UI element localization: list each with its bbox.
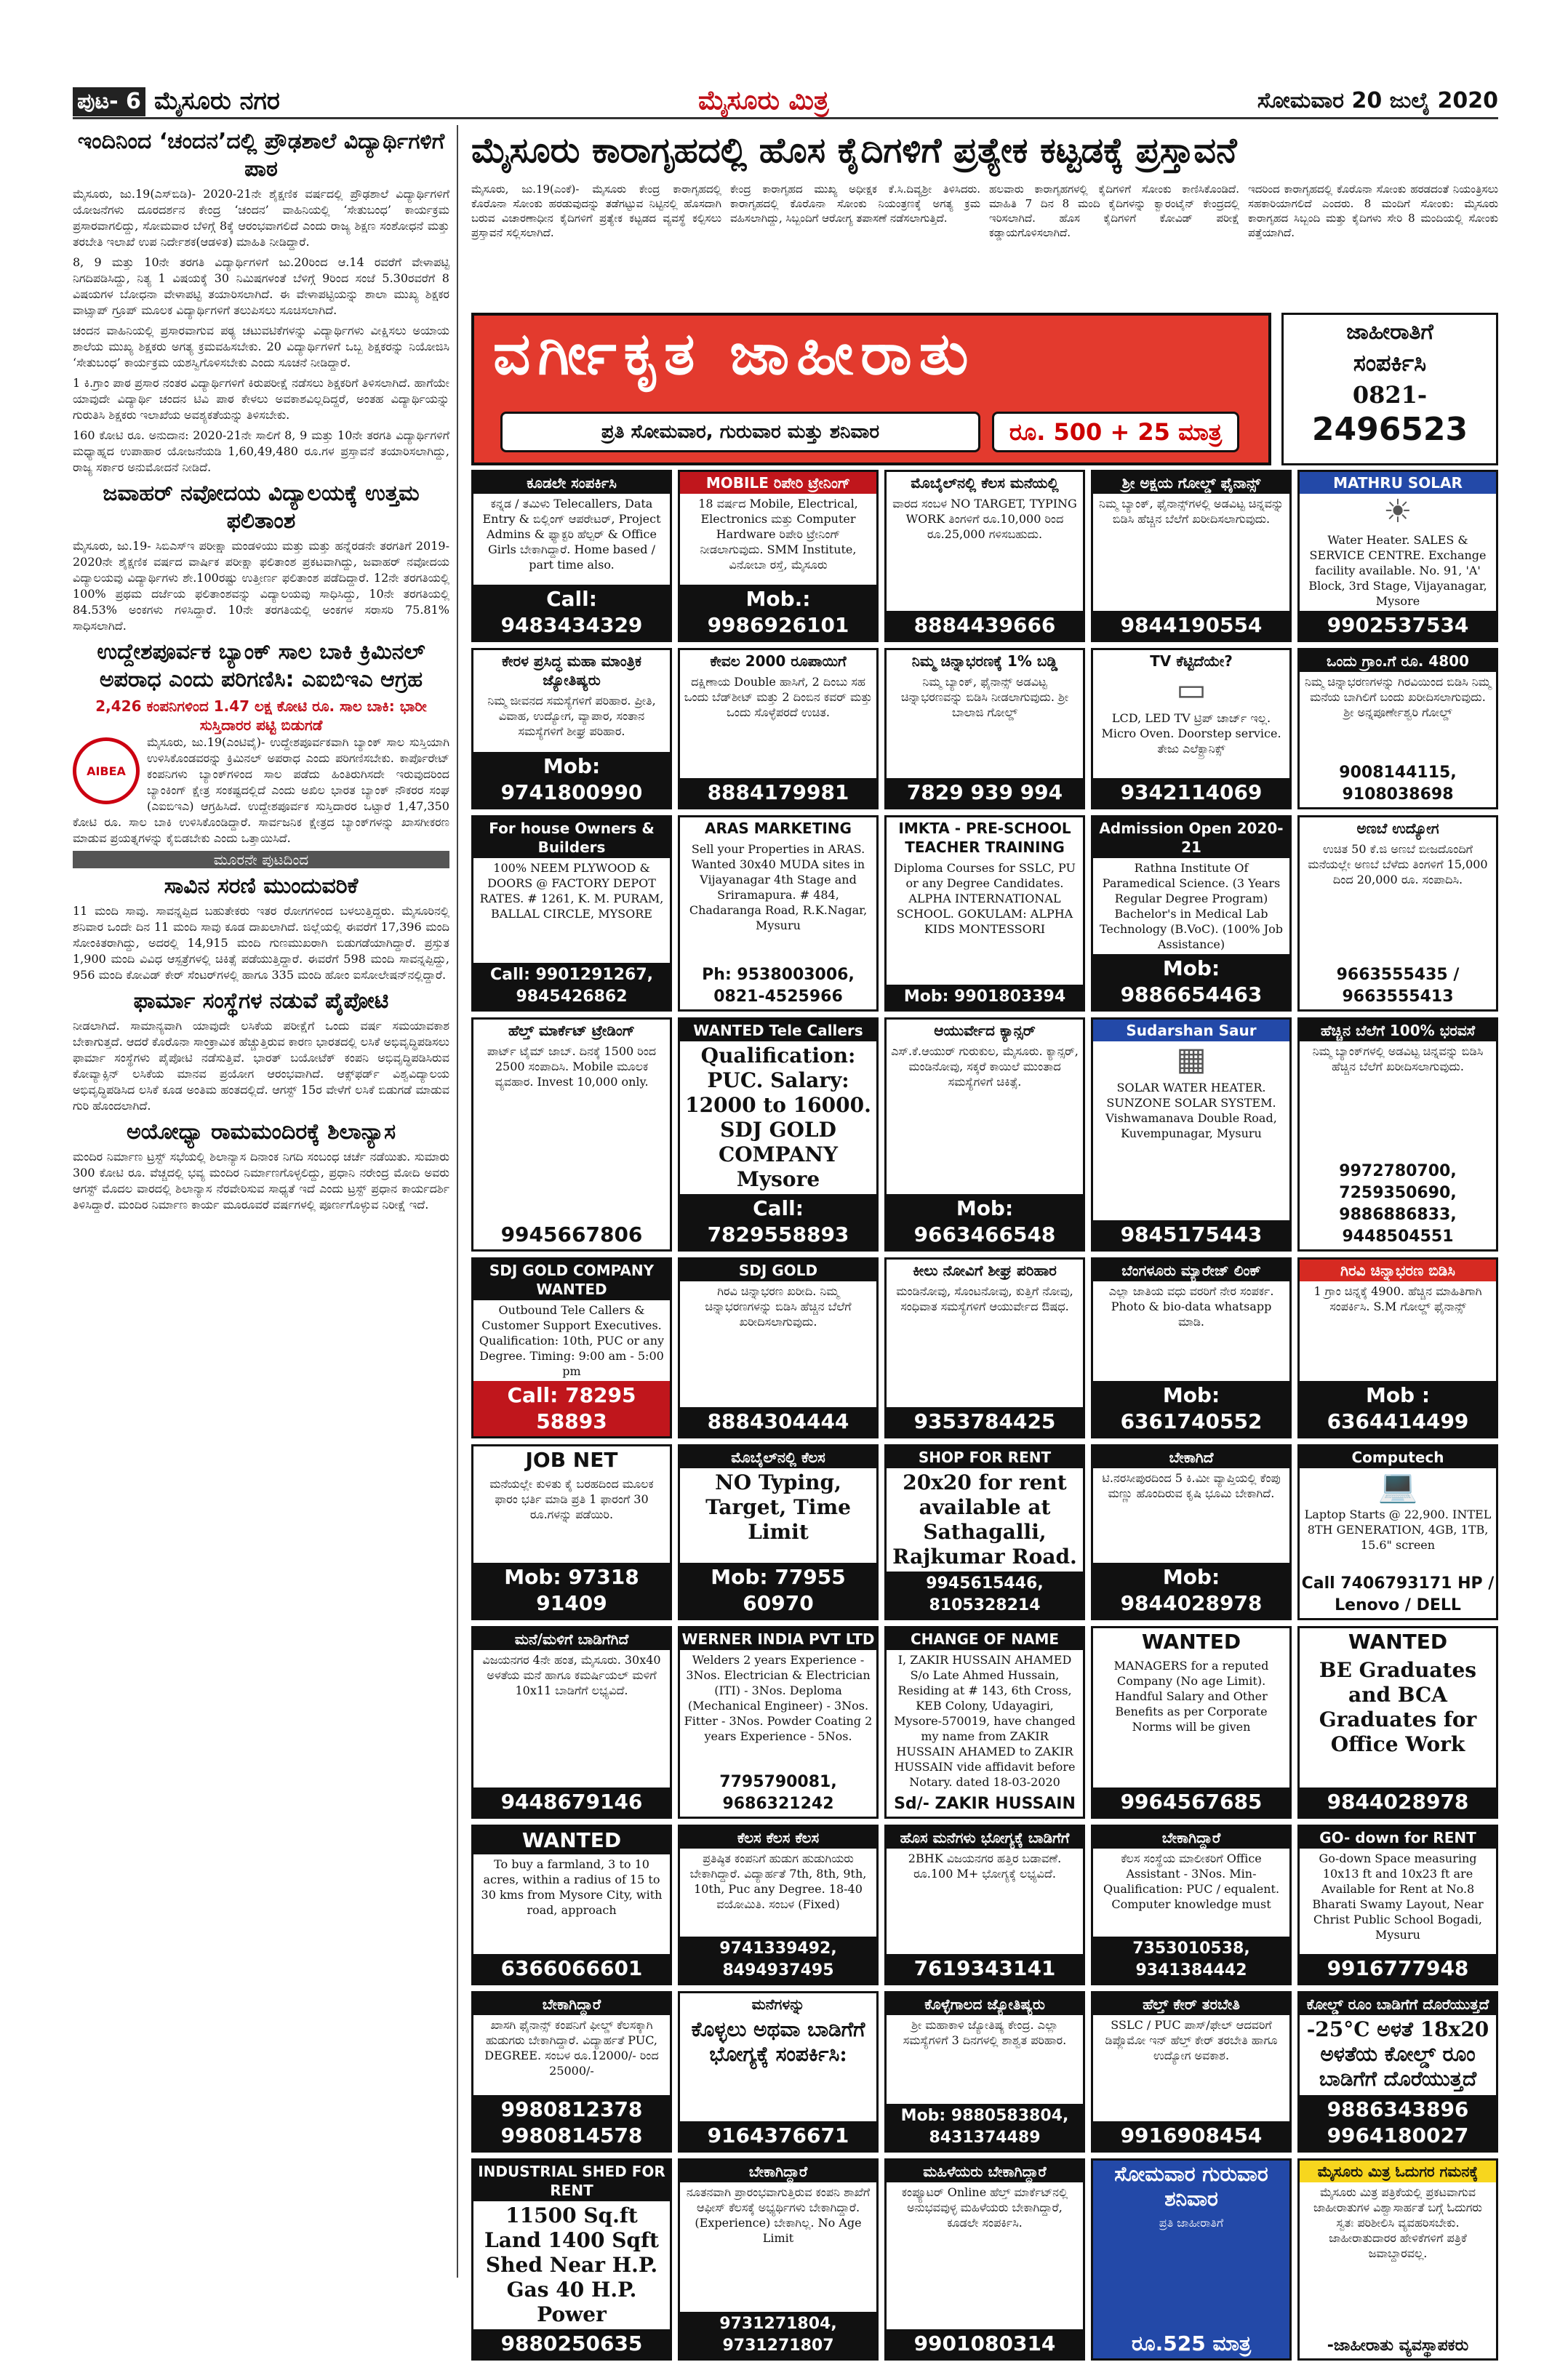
classified-ad [1091, 470, 1292, 642]
ad-body: ಪಾರ್ಟ್ ಟೈಮ್ ಜಾಬ್. ದಿನಕ್ಕೆ 1500 ರಿಂದ 2500 ಸಂಪಾದಿಸಿ. Mobile ಮೂಲಕ ವ್ಯವಹಾರ. Invest 10,000 only. [487, 1044, 657, 1089]
ad-phone: 9886343896 9964180027 [1300, 2095, 1496, 2150]
masthead: ಮೈಸೂರು ಮಿತ್ರ [698, 86, 829, 116]
ad-body: SSLC / PUC ಪಾಸ್/ಫೇಲ್ ಆದವರಿಗೆ ಡಿಪ್ಲೊಮೋ ಇನ್ ಹೆಲ್ತ್ ಕೇರ್ ತರಬೇತಿ ಹಾಗೂ ಉದ್ಯೋಗ ಅವಕಾಶ. [1105, 2018, 1278, 2063]
classified-ad [471, 1444, 672, 1620]
ad-title: ಆಯುರ್ವೇದ ಕ್ಯಾನ್ಸರ್ [934, 1021, 1036, 1039]
ad-body: Diploma Courses for SSLC, PU or any Degree Candidates. ALPHA INTERNATIONAL SCHOOL. GOKULAM: ALPHA KIDS MONTESSORI [894, 860, 1076, 936]
ad-phone: 9901080314 [887, 2329, 1083, 2358]
ad-body: 20x20 for rent available at Sathagalli, Rajkumar Road. [892, 1470, 1077, 1569]
classified-ad [1091, 648, 1292, 809]
article-text: ಮಂದಿರ ನಿರ್ಮಾಣ ಟ್ರಸ್ಟ್ ಸಭೆಯಲ್ಲಿ ಶಿಲಾನ್ಯಾಸ ದಿನಾಂಕ ನಿಗದಿ ಸಂಬಂಧ ಚರ್ಚೆ ನಡೆಯಿತು. ಸುಮಾರು 300 ಕೋಟಿ ರೂ. ವೆಚ್ಚದಲ್ಲಿ ಭವ್ಯ ಮಂದಿರ ನಿರ್ಮಾಣಗೊಳ್ಳಲಿದ್ದು, ಪ್ರಧಾನಿ ನರೇಂದ್ರ ಮೋದಿ ಅವರು ಆಗಸ್ಟ್ ಮೊದಲ ವಾರದಲ್ಲಿ ಶಿಲಾನ್ಯಾಸ ನೆರವೇರಿಸುವ ಸಾಧ್ಯತೆ ಇದೆ ಎಂದು ಟ್ರಸ್ಟ್ ಪ್ರಧಾನ ಕಾರ್ಯದರ್ಶಿ ತಿಳಿಸಿದ್ದಾರೆ. ಮಂದಿರ ನಿರ್ಮಾಣ ಕಾರ್ಯ ಮೂರೂವರೆ ವರ್ಷಗಳಲ್ಲಿ ಪೂರ್ಣಗೊಳ್ಳುವ ನಿರೀಕ್ಷೆ ಇದೆ. [73, 1150, 449, 1212]
article-text: ನೀಡಲಾಗಿದೆ. ಸಾಮಾನ್ಯವಾಗಿ ಯಾವುದೇ ಲಸಿಕೆಯ ಪರೀಕ್ಷೆಗೆ ಒಂದು ವರ್ಷ ಸಮಯಾವಕಾಶ ಬೇಕಾಗುತ್ತದೆ. ಆದರೆ ಕೊರೊನಾ ಸಾಂಕ್ರಾಮಿಕ ಹೆಚ್ಚುತ್ತಿರುವ ಕಾರಣ ಭಾರತದಲ್ಲಿ ಲಸಿಕೆ ಅಭಿವೃದ್ಧಿಪಡಿಸಲು ಫಾರ್ಮಾ ಸಂಸ್ಥೆಗಳು ಪೈಪೋಟಿ ನಡೆಸುತ್ತಿವೆ. ಭಾರತ್ ಬಯೋಟೆಕ್ ಕಂಪನಿ ಅಭಿವೃದ್ಧಿಪಡಿಸಿರುವ ಕೋವ್ಯಾಕ್ಸಿನ್ ಲಸಿಕೆಯ ಮಾನವ ಪ್ರಯೋಗ ಆರಂಭವಾಗಿದೆ. ಆಕ್ಸ್‌ಫರ್ಡ್ ವಿಶ್ವವಿದ್ಯಾಲಯ ಅಭಿವೃದ್ಧಿಪಡಿಸಿದ ಲಸಿಕೆ ಕೂಡ ಅಂತಿಮ ಹಂತದಲ್ಲಿದೆ. ಆಗಸ್ಟ್ 15ರ ವೇಳೆಗೆ ಲಸಿಕೆ ಬಿಡುಗಡೆ ಮಾಡುವ ಗುರಿ ಹೊಂದಲಾಗಿದೆ. [73, 1019, 449, 1113]
article-text: ಚಂದನ ವಾಹಿನಿಯಲ್ಲಿ ಪ್ರಸಾರವಾಗುವ ಪಠ್ಯ ಚಟುವಟಿಕೆಗಳನ್ನು ವಿದ್ಯಾರ್ಥಿಗಳು ವೀಕ್ಷಿಸಲು ಅಯಾಯ ಶಾಲೆಯ ಮುಖ್ಯ ಶಿಕ್ಷಕರು ಅಗತ್ಯ ಕ್ರಮವಹಿಸಬೇಕು. 20 ವಿದ್ಯಾರ್ಥಿಗಳಿಗೆ ಒಬ್ಬ ಶಿಕ್ಷಕರನ್ನು ನಿಯೋಜಿಸಿ ‘ಸೇತುಬಂಧ’ ಕಾರ್ಯಕ್ರಮ ಯಶಸ್ವಿಗೊಳಿಸಬೇಕು ಎಂದು ಸೂಚನೆ ನೀಡಿದ್ದಾರೆ. [73, 324, 449, 369]
ad-title: For house Owners & Builders [473, 817, 670, 858]
ad-phone: Call 7406793171 HP / Lenovo / DELL [1301, 1574, 1495, 1614]
ad-body: I, ZAKIR HUSSAIN AHAMED S/o Late Ahmed Hussain, Residing at # 143, 6th Cross, KEB Colony, Udayagiri, Mysore-570019, have changed my name from ZAKIR HUSSAIN AHAMED to ZAKIR HUSSAIN vide affidavit before Notary. dated 18-03-2020 [894, 1652, 1076, 1789]
ad-phone: 7353010538, 9341384442 [1093, 1937, 1289, 1983]
ad-phone: Mob: 9741800990 [473, 752, 670, 807]
ad-title: WANTED [1141, 1629, 1241, 1654]
ad-phone: 9945615446, 8105328214 [887, 1572, 1083, 1618]
ad-phone: 9448679146 [473, 1787, 670, 1817]
ad-title: ಅಣಬೆ ಉದ್ಯೋಗ [1356, 819, 1439, 837]
article-column: ಇದರಿಂದ ಕಾರಾಗೃಹದಲ್ಲಿ ಕೊರೊನಾ ಸೋಂಕು ಹರಡದಂತೆ ನಿಯಂತ್ರಿಸಲು ಸಹಕಾರಿಯಾಗಲಿದೆ ಎಂದರು. 8 ಮಂದಿಗೆ ಸೋಂಕು: ಮೈಸೂರು ಕಾರಾಗೃಹದ ಸಿಬ್ಬಂದಿ ಮತ್ತು ಕೈದಿಗಳು ಸೇರಿ 8 ಮಂದಿಯಲ್ಲಿ ಸೋಂಕು ಪತ್ತೆಯಾಗಿದೆ. [1248, 183, 1498, 239]
solar-panel-icon: ▦ [1176, 1040, 1207, 1078]
classified-ad [678, 1017, 879, 1252]
ad-phone: 8884304444 [680, 1407, 876, 1436]
ad-body: ಮನೆಯಲ್ಲೇ ಕುಳಿತು ಕೈ ಬರಹದಿಂದ ಮೂಲಕ ಫಾರಂ ಭರ್ತಿ ಮಾಡಿ ಪ್ರತಿ 1 ಫಾರಂಗೆ 30 ರೂ.ಗಳನ್ನು ಪಡೆಯಿರಿ. [489, 1476, 654, 1521]
ad-title: INDUSTRIAL SHED FOR RENT [473, 2161, 670, 2201]
article-text: 11 ಮಂದಿ ಸಾವು. ಸಾವನ್ನಪ್ಪಿದ ಬಹುತೇಕರು ಇತರ ರೋಗಗಳಿಂದ ಬಳಲುತ್ತಿದ್ದರು. ಮೈಸೂರಿನಲ್ಲಿ ಶನಿವಾರ ಒಂದೇ ದಿನ 11 ಮಂದಿ ಸಾವು ಕೂಡ ದಾಖಲಾಗಿದೆ. ಜಿಲ್ಲೆಯಲ್ಲಿ ಈವರೆಗೆ 17,396 ಮಂದಿ ಸೋಂಕಿತರಾಗಿದ್ದು, ಅದರಲ್ಲಿ 14,915 ಮಂದಿ ಗುಣಮುಖರಾಗಿ ಬಿಡುಗಡೆಯಾಗಿದ್ದಾರೆ. ಪ್ರಸ್ತುತ 1,900 ಮಂದಿ ವಿವಿಧ ಆಸ್ಪತ್ರೆಗಳಲ್ಲಿ ಚಿಕಿತ್ಸೆ ಪಡೆಯುತ್ತಿದ್ದಾರೆ. ಈವರೆಗೆ 598 ಮಂದಿ ಸಾವನ್ನಪ್ಪಿದ್ದು, 956 ಮಂದಿ ಕೋವಿಡ್ ಕೇರ್ ಸೆಂಟರ್‌ಗಳಲ್ಲಿ ಹಾಗೂ 335 ಮಂದಿ ಹೋಂ ಐಸೋಲೇಷನ್‌ನಲ್ಲಿದ್ದಾರೆ. [73, 904, 449, 982]
ad-phone: 9164376671 [680, 2121, 876, 2150]
ad-title: Sudarshan Saur [1093, 1020, 1289, 1041]
ad-body: Welders 2 years Experience - 3Nos. Electrician & Electrician (ITI) - 3Nos. Deploma (Mechanical Engineer) - 3Nos. Fitter - 3Nos. Powder Coating 2 years Experience - 5Nos. [684, 1652, 873, 1743]
headline-chandana: ಇಂದಿನಿಂದ ‘ಚಂದನ’ದಲ್ಲಿ ಪ್ರೌಢಶಾಲೆ ವಿದ್ಯಾರ್ಥಿಗಳಿಗೆ ಪಾಠ [77, 129, 445, 182]
ad-title: ಮೊಬೈಲ್‌ನಲ್ಲಿ ಕೆಲಸ [680, 1446, 876, 1468]
headline-deaths: ಸಾವಿನ ಸರಣಿ ಮುಂದುವರಿಕೆ [164, 873, 359, 899]
page-header [73, 86, 1498, 119]
ad-phone: Mob: 6361740552 [1093, 1381, 1289, 1436]
ad-phone: 9845175443 [1093, 1220, 1289, 1249]
ad-body: 1 ಗ್ರಾಂ ಚಿನ್ನಕ್ಕೆ 4900. ಹೆಚ್ಚಿನ ಮಾಹಿತಿಗಾಗಿ ಸಂಪರ್ಕಿಸಿ. S.M ಗೋಲ್ಡ್ ಫೈನಾನ್ಸ್ [1313, 1284, 1482, 1313]
ad-body: LCD, LED TV ಟ್ರಿಪ್ ಚಾರ್ಜ್ ಇಲ್ಲ. Micro Oven. Doorstep service. ತೇಜು ಎಲೆಕ್ಟ್ರಾನಿಕ್ಸ್ [1101, 711, 1281, 756]
ad-title: ಬೇಕಾಗಿದೆ [1093, 1446, 1289, 1468]
ad-body: ನಿಮ್ಮ ಜೀವನದ ಸಮಸ್ಯೆಗಳಿಗೆ ಪರಿಹಾರ. ಪ್ರೀತಿ, ವಿವಾಹ, ಉದ್ಯೋಗ, ವ್ಯಾಪಾರ, ಸಂತಾನ ಸಮಸ್ಯೆಗಳಿಗೆ ಶೀಘ್ರ ಪರಿಹಾರ. [487, 694, 656, 738]
ad-title: ಒಂದು ಗ್ರಾಂ.ಗೆ ರೂ. 4800 [1300, 650, 1496, 672]
classified-ad [1297, 815, 1498, 1012]
ad-phone: 9844190554 [1093, 611, 1289, 640]
ad-title: ಬೇಕಾಗಿದ್ದಾರೆ [1093, 1827, 1289, 1849]
ad-title: WERNER INDIA PVT LTD [680, 1628, 876, 1650]
contact-label: ಸಂಪರ್ಕಿಸಿ [1353, 349, 1427, 377]
ad-body: Qualification: PUC. Salary: 12000 to 16000. SDJ GOLD COMPANY Mysore [685, 1043, 871, 1191]
ad-title: ಮೈಸೂರು ಮಿತ್ರ ಓದುಗರ ಗಮನಕ್ಕೆ [1300, 2161, 1496, 2182]
ad-body: ಪ್ರತಿಷ್ಠಿತ ಕಂಪನಿಗೆ ಹುಡುಗ ಹುಡುಗಿಯರು ಬೇಕಾಗಿದ್ದಾರೆ. ವಿದ್ಯಾರ್ಹತೆ 7th, 8th, 9th, 10th, Puc any Degree. 18-40 ವಯೋಮಿತಿ. ಸಂಬಳ (Fixed) [689, 1851, 867, 1911]
classified-ad [471, 1825, 672, 1986]
ad-body: 11500 Sq.ft Land 1400 Sqft Shed Near H.P. Gas 40 H.P. Power [484, 2203, 659, 2326]
ad-phone: 9980812378 9980814578 [473, 2095, 670, 2150]
ad-title: ಕೂಡಲೇ ಸಂಪರ್ಕಿಸಿ [473, 472, 670, 494]
classified-ad [1297, 1444, 1498, 1620]
headline-bank-loan: ಉದ್ದೇಶಪೂರ್ವಕ ಬ್ಯಾಂಕ್ ಸಾಲ ಬಾಕಿ ಕ್ರಿಮಿನಲ್ ಅಪರಾಧ ಎಂದು ಪರಿಗಣಿಸಿ: ಎಐಬಿಇಎ ಆಗ್ರಹ [97, 639, 425, 692]
article-column: ಕೇಂದ್ರ ಕಾರಾಗೃಹದ ಮುಖ್ಯ ಅಧೀಕ್ಷಕ ಕೆ.ಸಿ.ದಿವ್ಯಶ್ರೀ ತಿಳಿಸಿದರು. ಕಾರಾಗೃಹದಲ್ಲಿ ಕೊರೊನಾ ಸೋಂಕು ನಿಯಂತ್ರಣಕ್ಕೆ ಅಗತ್ಯ ಕ್ರಮ ವಹಿಸಲಾಗಿದ್ದು, ಸಿಬ್ಬಂದಿಗೆ ಆರೋಗ್ಯ ತಪಾಸಣೆ ನಡೆಸಲಾಗುತ್ತಿದೆ. [730, 183, 980, 225]
ad-phone: Mob: 97318 91409 [473, 1563, 670, 1618]
ad-phone: 9844028978 [1300, 1787, 1496, 1817]
ad-body: BE Graduates and BCA Graduates for Office Work [1319, 1657, 1477, 1756]
article-column: ಮೈಸೂರು, ಜು.19(ಎಂಕೆ)- ಮೈಸೂರು ಕೇಂದ್ರ ಕಾರಾಗೃಹದಲ್ಲಿ ಕೊರೊನಾ ಸೋಂಕು ಹರಡುವುದನ್ನು ತಡೆಗಟ್ಟುವ ನಿಟ್ಟಿನಲ್ಲಿ ಹೊಸದಾಗಿ ಬರುವ ವಿಚಾರಣಾಧೀನ ಕೈದಿಗಳಿಗೆ ಪ್ರತ್ಯೇಕ ಕಟ್ಟಡದ ವ್ಯವಸ್ಥೆ ಕಲ್ಪಿಸಲು ಪ್ರಸ್ತಾವನೆ ಸಲ್ಲಿಸಲಾಗಿದೆ. [471, 183, 721, 239]
classified-ad [678, 1444, 879, 1620]
ad-title: ಕೆಲಸ ಕೆಲಸ ಕೆಲಸ [680, 1827, 876, 1849]
ad-title: TV ಕೆಟ್ಟಿದೆಯೇ? [1150, 652, 1233, 670]
classified-ad [471, 648, 672, 809]
ad-body: ಕೆಲಸ ಸಂಸ್ಥೆಯ ಮಾಲೀಕರಿಗೆ Office Assistant - 3Nos. Min-Qualification: PUC / equalent. Computer knowledge must [1103, 1851, 1280, 1911]
classified-ad [884, 1444, 1085, 1620]
ad-body: MANAGERS for a reputed Company (No age Limit). Handful Salary and Other Benefits as per Corporate Norms will be given [1113, 1658, 1269, 1734]
banner-schedule: ಪ್ರತಿ ಸೋಮವಾರ, ಗುರುವಾರ ಮತ್ತು ಶನಿವಾರ [500, 412, 980, 452]
ad-title: ಮೊಬೈಲ್‌ನಲ್ಲಿ ಕೆಲಸ ಮನೆಯಲ್ಲಿ [911, 474, 1059, 492]
ad-price: ರೂ.525 ಮಾತ್ರ [1131, 2331, 1252, 2355]
ad-title: ನಿಮ್ಮ ಚಿನ್ನಾಭರಣಕ್ಕೆ 1% ಬಡ್ಡಿ [911, 652, 1058, 670]
ad-phone: 9663555435 / 9663555413 [1336, 965, 1460, 1006]
classified-ad [471, 1991, 672, 2153]
ad-body: ಕೊಳ್ಳಲು ಅಥವಾ ಬಾಡಿಗೆಗೆ ಭೋಗ್ಯಕ್ಕೆ ಸಂಪರ್ಕಿಸಿ: [691, 2017, 865, 2067]
classified-ad [884, 815, 1085, 1012]
ad-body: Rathna Institute Of Paramedical Science. (3 Years Regular Degree Program) Bachelor's in Medical Lab Technology (B.VoC). (100% Job Assistance) [1099, 860, 1284, 951]
ad-title: WANTED Tele Callers [680, 1020, 876, 1041]
classified-ad [471, 1257, 672, 1438]
ad-body: ಪ್ರತಿ ಜಾಹೀರಾತಿಗೆ [1159, 2216, 1224, 2230]
ad-phone: Mob.: 9986926101 [680, 585, 876, 640]
ad-title: SDJ GOLD [680, 1260, 876, 1281]
article-text: 1 ಕಿ.ಗ್ರಾಂ ಪಾಠ ಪ್ರಸಾರ ನಂತರ ವಿದ್ಯಾರ್ಥಿಗಳಿಗೆ ಕಿರುಪರೀಕ್ಷೆ ನಡೆಸಲು ಶಿಕ್ಷಕರಿಗೆ ತಿಳಿಸಲಾಗಿದೆ. ಹಾಗೆಯೇ ಯಾವುದೇ ವಿದ್ಯಾರ್ಥಿ ಚಂದನ ಟಿವಿ ಪಾಠ ಕೇಳಲು ಅವಕಾಶವಿಲ್ಲದಿದ್ದರೆ, ಅಂತಹ ವಿದ್ಯಾರ್ಥಿಯನ್ನು ಗುರುತಿಸಿ ಶಿಕ್ಷಕರು ಇಲಾಖೆಯ ಅವಶ್ಯಕತೆಯನ್ನು ತಿಳಿಸಬೇಕು. [73, 376, 449, 422]
ad-body: ಗಿರವಿ ಚಿನ್ನಾಭರಣ ಖರೀದಿ. ನಿಮ್ಮ ಚಿನ್ನಾಭರಣಗಳನ್ನು ಬಿಡಿಸಿ ಹೆಚ್ಚಿನ ಬೆಲೆಗೆ ಖರೀದಿಸಲಾಗುವುದು. [705, 1284, 852, 1329]
section-title: ಮೈಸೂರು ನಗರ [154, 87, 280, 116]
article-text: ಮೈಸೂರು, ಜು.19(ಎಂಟಿವೈ)- ಉದ್ದೇಶಪೂರ್ವಕವಾಗಿ ಬ್ಯಾಂಕ್ ಸಾಲ ಸುಸ್ತಿಯಾಗಿ ಉಳಿಸಿಕೊಂಡವರನ್ನು ಕ್ರಿಮಿನಲ್ ಅಪರಾಧ ಎಂದು ಪರಿಗಣಿಸಬೇಕು. ಕಾರ್ಪೊರೇಟ್ ಕಂಪನಿಗಳು ಬ್ಯಾಂಕ್‌ಗಳಿಂದ ಸಾಲ ಪಡೆದು ಹಿಂತಿರುಗಿಸದೇ ಇರುವುದರಿಂದ ಬ್ಯಾಂಕಿಂಗ್ ಕ್ಷೇತ್ರ ಸಂಕಷ್ಟದಲ್ಲಿದೆ ಎಂದು ಅಖಿಲ ಭಾರತ ಬ್ಯಾಂಕ್ ನೌಕರರ ಸಂಘ (ಎಐಬಿಇಎ) ಆಗ್ರಹಿಸಿದೆ. ಉದ್ದೇಶಪೂರ್ವಕ ಸುಸ್ತಿದಾರರ ಒಟ್ಟಾರೆ 1,47,350 ಕೋಟಿ ರೂ. ಸಾಲ ಬಾಕಿ ಉಳಿಸಿಕೊಂಡಿದ್ದಾರೆ. ಸಾರ್ವಜನಿಕ ಕ್ಷೇತ್ರದ ಬ್ಯಾಂಕ್‌ಗಳನ್ನು ಖಾಸಗೀಕರಣ ಮಾಡುವ ಪ್ರಯತ್ನಗಳನ್ನು ಕೈಬಿಡಬೇಕು ಎಂದು ಒತ್ತಾಯಿಸಿದೆ. [73, 735, 449, 845]
contact-std-code: 0821- [1352, 381, 1428, 409]
ad-body: ನೂತನವಾಗಿ ಪ್ರಾರಂಭವಾಗುತ್ತಿರುವ ಕಂಪನಿ ಶಾಖೆಗೆ ಆಫೀಸ್ ಕೆಲಸಕ್ಕೆ ಅಭ್ಯರ್ಥಿಗಳು ಬೇಕಾಗಿದ್ದಾರೆ. (Experience) ಬೇಕಾಗಿಲ್ಲ. No Age Limit [686, 2185, 871, 2245]
ad-title: IMKTA - PRE-SCHOOL TEACHER TRAINING [898, 819, 1071, 856]
ad-title: ಹೆಚ್ಚಿನ ಬೆಲೆಗೆ 100% ಭರವಸೆ [1300, 1020, 1496, 1041]
contact-number: 2496523 [1311, 411, 1468, 448]
ad-phone: Mob: 9886654463 [1093, 954, 1289, 1009]
left-news-column [73, 125, 458, 2278]
ad-phone: 7619343141 [887, 1954, 1083, 1983]
ad-body: Sell your Properties in ARAS. Wanted 30x40 MUDA sites in Vijayanagar 4th Stage and Sriramapura. # 484, Chadaranga Road, R.K.Nagar, Mysuru [689, 841, 868, 932]
ad-body: Outbound Tele Callers & Customer Support Executives. Qualification: 10th, PUC or any Degree. Timing: 9:00 am - 5:00 pm [479, 1302, 665, 1378]
ad-signature: Sd/- ZAKIR HUSSAIN [894, 1794, 1076, 1813]
ad-phone: 7829 939 994 [887, 778, 1083, 807]
ad-title: ಹೆಲ್ತ್ ಮಾರ್ಕೆಟ್ ಟ್ರೇಡಿಂಗ್ [508, 1021, 636, 1039]
classified-ad [1091, 2158, 1292, 2361]
classified-ad [884, 1825, 1085, 1986]
page-number: ಪುಟ- 6 [73, 87, 145, 116]
classified-ad [1091, 1626, 1292, 1819]
classified-ad [471, 1626, 672, 1819]
ad-body: ಶ್ರೀ ಮಹಾಕಾಳಿ ಜ್ಯೋತಿಷ್ಯ ಕೇಂದ್ರ. ಎಲ್ಲಾ ಸಮಸ್ಯೆಗಳಿಗೆ 3 ದಿನಗಳಲ್ಲಿ ಶಾಶ್ವತ ಪರಿಹಾರ. [903, 2018, 1067, 2048]
laptop-icon: 💻 [1377, 1467, 1418, 1505]
ad-title: ಮನೆ/ಮಳಿಗೆ ಬಾಡಿಗೆಗಿದೆ [473, 1628, 670, 1650]
headline-navodaya: ಜವಾಹರ್ ನವೋದಯ ವಿದ್ಯಾಲಯಕ್ಕೆ ಉತ್ತಮ ಫಲಿತಾಂಶ [103, 481, 420, 534]
classified-banner [471, 313, 1271, 465]
ad-phone: 9972780700, 7259350690, 9886886833, 9448504551 [1339, 1161, 1457, 1246]
classified-ad [1091, 1257, 1292, 1438]
headline-pharma: ಫಾರ್ಮಾ ಸಂಸ್ಥೆಗಳ ನಡುವೆ ಪೈಪೋಟಿ [133, 988, 389, 1014]
ad-title: Admission Open 2020-21 [1093, 817, 1289, 858]
main-article [471, 182, 1498, 309]
ad-body: To buy a farmland, 3 to 10 acres, within a radius of 15 to 30 kms from Mysore City, with road, approach [481, 1857, 663, 1917]
classified-ad [884, 1257, 1085, 1438]
ad-phone: 9916908454 [1093, 2121, 1289, 2150]
classified-ads-grid [471, 470, 1498, 2361]
ad-body: 2BHK ವಿಜಯನಗರ ಹತ್ತಿರ ಬಡಾವಣೆ. ರೂ.100 M+ ಭೋಗ್ಯಕ್ಕೆ ಲಭ್ಯವಿದೆ. [908, 1851, 1062, 1881]
ad-body: ಮೈಸೂರು ಮಿತ್ರ ಪತ್ರಿಕೆಯಲ್ಲಿ ಪ್ರಕಟವಾಗುವ ಜಾಹೀರಾತುಗಳ ವಿಶ್ವಾಸಾರ್ಹತೆ ಬಗ್ಗೆ ಓದುಗರು ಸ್ವತಃ ಪರಿಶೀಲಿಸಿ ವ್ಯವಹರಿಸಬೇಕು. ಜಾಹೀರಾತುದಾರರ ಹೇಳಿಕೆಗಳಿಗೆ ಪತ್ರಿಕೆ ಜವಾಬ್ದಾರವಲ್ಲ. [1313, 2185, 1482, 2260]
ad-title: ಬೆಂಗಳೂರು ಮ್ಯಾರೇಜ್ ಲಿಂಕ್ [1093, 1260, 1289, 1281]
classified-ad [884, 470, 1085, 642]
article-text: ಮೈಸೂರು, ಜು.19(ಎಸ್‌ಬಿಡಿ)- 2020-21ನೇ ಶೈಕ್ಷಣಿಕ ವರ್ಷದಲ್ಲಿ ಪ್ರೌಢಶಾಲೆ ವಿದ್ಯಾರ್ಥಿಗಳಿಗೆ ಯೋಜನೆಗಳು ದೂರದರ್ಶನ ಕೇಂದ್ರ ‘ಚಂದನ’ ವಾಹಿನಿಯಲ್ಲಿ ‘ಸೇತುಬಂಧ’ ಕಾರ್ಯಕ್ರಮ ಪ್ರಸಾರವಾಗಲಿದ್ದು, ಸೋಮವಾರ ಬೆಳಿಗ್ಗೆ 8ಕ್ಕೆ ಆರಂಭವಾಗಲಿದೆ ಎಂದು ರಾಜ್ಯ ಶಿಕ್ಷಣ ಸಂಶೋಧನೆ ಮತ್ತು ತರಬೇತಿ ಇಲಾಖೆ ಉಪ ನಿರ್ದೇಶಕ(ಆಡಳಿತ) ಮಾಹಿತಿ ನೀಡಿದ್ದಾರೆ. [73, 187, 449, 249]
classified-ad [884, 1017, 1085, 1252]
classified-ad [1091, 1991, 1292, 2153]
classified-ad [678, 1257, 879, 1438]
classified-ad [1297, 2158, 1498, 2361]
ad-phone: Call: 9483434329 [473, 585, 670, 640]
classified-ad [471, 1017, 672, 1252]
classified-ad [1297, 1825, 1498, 1986]
classified-ad [1297, 1257, 1498, 1438]
ad-phone: 8884439666 [887, 611, 1083, 640]
classified-ad [1297, 1626, 1498, 1819]
ad-title: ಮನೆಗಳನ್ನು [751, 1995, 805, 2014]
ad-title: ಬೇಕಾಗಿದ್ದಾರೆ [680, 2161, 876, 2182]
article-text: 160 ಕೋಟಿ ರೂ. ಅನುದಾನ: 2020-21ನೇ ಸಾಲಿಗೆ 8, 9 ಮತ್ತು 10ನೇ ತರಗತಿ ವಿದ್ಯಾರ್ಥಿಗಳಿಗೆ ಮಧ್ಯಾಹ್ನದ ಉಪಾಹಾರ ಯೋಜನೆಯಡಿ 1,60,49,480 ರೂ.ಗಳ ಪ್ರಸ್ತಾವನೆ ತಯಾರಿಸಲಾಗಿದ್ದು, ರಾಜ್ಯ ಸರ್ಕಾರ ಅನುಮೋದನೆ ನೀಡಿದೆ. [73, 428, 449, 474]
ad-phone: 9741339492, 8494937495 [680, 1937, 876, 1983]
ad-title: JOB NET [525, 1447, 618, 1472]
ad-title: ಗಿರವಿ ಚಿನ್ನಾಭರಣ ಬಿಡಿಸಿ [1300, 1260, 1496, 1281]
classified-ad [678, 2158, 879, 2361]
ad-title: ಕೋಲ್ಡ್ ರೂಂ ಬಾಡಿಗೆಗೆ ದೊರೆಯುತ್ತದೆ [1300, 1993, 1496, 2015]
ad-body: ನಿಮ್ಮ ಬ್ಯಾಂಕ್‌ಗಳಲ್ಲಿ ಅಡವಿಟ್ಟ ಚಿನ್ನವನ್ನು ಬಿಡಿಸಿ ಹೆಚ್ಚಿನ ಬೆಲೆಗೆ ಖರೀದಿಸಲಾಗುವುದು. [1312, 1044, 1484, 1073]
ad-body: ಕನ್ನಡ / ತಮಿಳು Telecallers, Data Entry & ಬಿಲ್ಲಿಂಗ್ ಆಪರೇಟರ್, Project Admins & ಫ್ಯಾಕ್ಟರಿ ಹೆಲ್ಪರ್ & Office Girls ಬೇಕಾಗಿದ್ದಾರೆ. Home based / part time also. [482, 497, 661, 572]
ad-phone: 9731271804, 9731271807 [680, 2312, 876, 2358]
ad-title: ಶ್ರೀ ಅಕ್ಷಯ ಗೋಲ್ಡ್ ಫೈನಾನ್ಸ್ [1093, 472, 1289, 494]
ad-body: ಖಾಸಗಿ ಫೈನಾನ್ಸ್ ಕಂಪನಿಗೆ ಫೀಲ್ಡ್ ಕೆಲಸಕ್ಕಾಗಿ ಹುಡುಗರು ಬೇಕಾಗಿದ್ದಾರೆ. ವಿದ್ಯಾರ್ಹತೆ PUC, DEGREE. ಸಂಬಳ ರೂ.12000/- ರಿಂದ 25000/- [484, 2018, 659, 2078]
classified-ad [678, 1825, 879, 1986]
ad-phone: 9916777948 [1300, 1954, 1496, 1983]
ad-title: CHANGE OF NAME [887, 1628, 1083, 1650]
classified-ad [471, 815, 672, 1012]
ad-title: ಹೊಸ ಮನೆಗಳು ಭೋಗ್ಯಕ್ಕೆ ಬಾಡಿಗೆಗೆ [887, 1827, 1083, 1849]
ad-title: WANTED [473, 1827, 670, 1854]
television-icon: ▭ [1176, 671, 1207, 708]
ad-body: Go-down Space measuring 10x13 ft and 10x23 ft are Available for Rent at No.8 Bharati Swamy Layout, Near Christ Public School Bogadi, Mysuru [1312, 1851, 1484, 1942]
classified-ad [1297, 1017, 1498, 1252]
classified-ad [1297, 1991, 1498, 2153]
ad-title: ಕೇರಳ ಪ್ರಸಿದ್ಧ ಮಹಾ ಮಾಂತ್ರಿಕ ಜ್ಯೋತಿಷ್ಯರು [501, 652, 642, 689]
banner-title: ವರ್ಗೀಕೃತ ಜಾಹೀರಾತು [493, 320, 976, 388]
ad-phone: Mob: 9901803394 [887, 985, 1083, 1009]
ad-phone: Call: 9901291267, 9845426862 [473, 963, 670, 1009]
ad-signature: -ಜಾಹೀರಾತು ವ್ಯವಸ್ಥಾಪಕರು [1327, 2337, 1469, 2355]
ad-contact-box [1281, 313, 1498, 465]
ad-phone: 9353784425 [887, 1407, 1083, 1436]
classified-ad [884, 1626, 1085, 1819]
ad-title: ಸೋಮವಾರ ಗುರುವಾರ ಶನಿವಾರ [1114, 2162, 1268, 2211]
ad-body: NO Typing, Target, Time Limit [705, 1470, 851, 1544]
continued-bar: ಮೂರನೇ ಪುಟದಿಂದ [73, 851, 449, 868]
classified-ad [678, 648, 879, 809]
ad-phone: Mob: 9663466548 [887, 1194, 1083, 1249]
ad-body: SOLAR WATER HEATER. SUNZONE SOLAR SYSTEM. Vishwamanava Double Road, Kuvempunagar, Mysuru [1105, 1080, 1277, 1140]
ad-body: ನಿಮ್ಮ ಬ್ಯಾಂಕ್, ಫೈನಾನ್ಸ್ ಅಡವಿಟ್ಟ ಚಿನ್ನಾಭರಣವನ್ನು ಬಿಡಿಸಿ ನೀಡಲಾಗುವುದು. ಶ್ರೀ ಬಾಲಾಜಿ ಗೋಲ್ಡ್ [900, 675, 1069, 719]
ad-body: Water Heater. SALES & SERVICE CENTRE. Exchange facility available. No. 91, 'A' Block, 3rd Stage, Vijayanagar, Mysore [1308, 533, 1487, 608]
article-column: ಹಲವಾರು ಕಾರಾಗೃಹಗಳಲ್ಲಿ ಕೈದಿಗಳಿಗೆ ಸೋಂಕು ಕಾಣಿಸಿಕೊಂಡಿದೆ. ಮಾಹಿತಿ 7 ದಿನ 8 ಮಂದಿ ಕೈದಿಗಳನ್ನು ಕ್ವಾರಂಟೈನ್ ಕೇಂದ್ರದಲ್ಲಿ ಇರಿಸಲಾಗಿದೆ. ಹೊಸ ಕೈದಿಗಳಿಗೆ ಕೋವಿಡ್ ಪರೀಕ್ಷೆ ಕಡ್ಡಾಯಗೊಳಿಸಲಾಗಿದೆ. [989, 183, 1239, 239]
subheadline-bank-loan: 2,426 ಕಂಪನಿಗಳಿಂದ 1.47 ಲಕ್ಷ ಕೋಟಿ ರೂ. ಸಾಲ ಬಾಕಿ: ಭಾರೀ ಸುಸ್ತಿದಾರರ ಪಟ್ಟಿ ಬಿಡುಗಡೆ [95, 697, 427, 734]
contact-label: ಜಾಹೀರಾತಿಗೆ [1346, 319, 1433, 345]
ad-title: GO- down for RENT [1300, 1827, 1496, 1849]
classified-ad [678, 1991, 879, 2153]
ad-phone: Call: 78295 58893 [473, 1381, 670, 1436]
ad-title: WANTED [1348, 1629, 1448, 1654]
ad-phone: 8884179981 [680, 778, 876, 807]
ad-phone: 9342114069 [1093, 778, 1289, 807]
ad-title: Computech [1300, 1446, 1496, 1468]
ad-title: ಕೊಳ್ಳೆಗಾಲದ ಜ್ಯೋತಿಷ್ಯರು [887, 1993, 1083, 2015]
ad-body: ವಿಜಯನಗರ 4ನೇ ಹಂತ, ಮೈಸೂರು. 30x40 ಅಳತೆಯ ಮನೆ ಹಾಗೂ ಕಮರ್ಷಿಯಲ್ ಮಳಿಗೆ 10x11 ಬಾಡಿಗೆಗೆ ಲಭ್ಯವಿದೆ. [482, 1652, 661, 1697]
ad-title: ಹೆಲ್ತ್ ಕೇರ್ ತರಬೇತಿ [1093, 1993, 1289, 2015]
ad-title: ಬೇಕಾಗಿದ್ದಾರೆ [473, 1993, 670, 2015]
classified-ad [678, 1626, 879, 1819]
ad-phone: 9902537534 [1300, 611, 1496, 640]
ad-title: ಕೇವಲ 2000 ರೂಪಾಯಿಗೆ [710, 652, 847, 670]
classified-ad [471, 2158, 672, 2361]
classified-ad [1091, 1017, 1292, 1252]
main-headline: ಮೈಸೂರು ಕಾರಾಗೃಹದಲ್ಲಿ ಹೊಸ ಕೈದಿಗಳಿಗೆ ಪ್ರತ್ಯೇಕ ಕಟ್ಟಡಕ್ಕೆ ಪ್ರಸ್ತಾವನೆ [471, 130, 1237, 171]
ad-title: SDJ GOLD COMPANY WANTED [473, 1260, 670, 1300]
issue-date: ಸೋಮವಾರ 20 ಜುಲೈ 2020 [1257, 88, 1498, 113]
ad-phone: 9008144115, 9108038698 [1339, 763, 1457, 804]
article-text: ಮೈಸೂರು, ಜು.19- ಸಿಬಿಎಸ್‌ಇ ಪರೀಕ್ಷಾ ಮಂಡಳಿಯು ಮತ್ತು ಮತ್ತು ಹನ್ನೆರಡನೇ ತರಗತಿಗೆ 2019-2020ನೇ ಶೈಕ್ಷಣಿಕ ವರ್ಷದ ವಾರ್ಷಿಕ ಪರೀಕ್ಷಾ ಫಲಿತಾಂಶ ಪ್ರಕಟವಾಗಿದ್ದು, ಜವಾಹರ್ ನವೋದಯ ವಿದ್ಯಾಲಯವು ವಿದ್ಯಾರ್ಥಿಗಳು ಶೇ.100ರಷ್ಟು ಉತ್ತೀರ್ಣ ಫಲಿತಾಂಶ ಪಡೆದಿದ್ದಾರೆ. 12ನೇ ತರಗತಿಯಲ್ಲಿ 100% ಪ್ರಥಮ ದರ್ಜೆಯ ಫಲಿತಾಂಶವನ್ನು ವಿದ್ಯಾಲಯವು ಸಾಧಿಸಿದ್ದು, 10ನೇ ತರಗತಿಯಲ್ಲಿ 84.53% ಅಂಕಗಳು ಗಳಿಸಿದ್ದಾರೆ. 10ನೇ ತರಗತಿಯಲ್ಲಿ ಅಂಕಗಳ ಸರಾಸರಿ 75.81% ಸಾಧಿಸಲಾಗಿದೆ. [73, 539, 449, 633]
aibea-logo: AIBEA [73, 737, 140, 804]
ad-phone: Mob: 77955 60970 [680, 1563, 876, 1618]
classified-ad [1091, 1444, 1292, 1620]
solar-heater-icon: ☀ [1383, 493, 1412, 530]
classified-ad [471, 470, 672, 642]
ad-title: MOBILE ರಿಪೇರಿ ಟ್ರೇನಿಂಗ್ [680, 472, 876, 494]
ad-title: MATHRU SOLAR [1300, 472, 1496, 494]
classified-ad [884, 648, 1085, 809]
ad-phone: Mob : 6364414499 [1300, 1381, 1496, 1436]
ad-phone: 9880250635 [473, 2329, 670, 2358]
ad-body: ಉಚಿತ 50 ಕೆ.ಜಿ ಅಣಬೆ ಬೀಜದೊಂದಿಗೆ ಮನೆಯಲ್ಲೇ ಅಣಬೆ ಬೆಳೆದು ತಿಂಗಳಿಗೆ 15,000 ದಿಂದ 20,000 ರೂ. ಸಂಪಾದಿಸಿ. [1308, 841, 1488, 886]
ad-title: ಮಹಿಳೆಯರು ಬೇಕಾಗಿದ್ದಾರೆ [887, 2161, 1083, 2182]
classified-ad [1297, 648, 1498, 809]
ad-phone: Mob: 9880583804, 8431374489 [887, 2104, 1083, 2150]
ad-title: ಕೀಲು ನೋವಿಗೆ ಶೀಘ್ರ ಪರಿಹಾರ [913, 1261, 1057, 1279]
ad-body: 100% NEEM PLYWOOD & DOORS @ FACTORY DEPOT RATES. # 1261, K. M. PURAM, BALLAL CIRCLE, MYSORE [479, 860, 664, 921]
ad-body: Laptop Starts @ 22,900. INTEL 8TH GENERATION, 4GB, 1TB, 15.6" screen [1304, 1507, 1492, 1552]
article-text: 8, 9 ಮತ್ತು 10ನೇ ತರಗತಿ ವಿದ್ಯಾರ್ಥಿಗಳಿಗೆ ಜು.20ರಿಂದ ಆ.14 ರವರೆಗೆ ವೇಳಾಪಟ್ಟಿ ನಿಗದಿಪಡಿಸಿದ್ದು, ನಿತ್ಯ 1 ವಿಷಯಕ್ಕೆ 30 ನಿಮಿಷಗಳಂತೆ ಬೆಳಿಗ್ಗೆ 9ರಿಂದ ಸಂಜೆ 5.30ರವರೆಗೆ 8 ವಿಷಯಗಳ ಬೋಧನಾ ವೇಳಾಪಟ್ಟಿ ತಯಾರಿಸಲಾಗಿದೆ. ಈ ವೇಳಾಪಟ್ಟಿಯನ್ನು ಶಾಲಾ ಮುಖ್ಯ ಶಿಕ್ಷಕರ ವಾಟ್ಸಾಪ್ ಗ್ರೂಪ್ ಮೂಲಕ ವಿದ್ಯಾರ್ಥಿಗಳಿಗೆ ತಲುಪಿಸಲು ಸೂಚಿಸಲಾಗಿದೆ. [73, 255, 449, 317]
ad-body: ಎಲ್ಲಾ ಜಾತಿಯ ವಧು ವರರಿಗೆ ನೇರ ಸಂಪರ್ಕ. Photo & bio-data whatsapp ಮಾಡಿ. [1108, 1284, 1274, 1329]
banner-price: ರೂ. 500 + 25 ಮಾತ್ರ [992, 412, 1239, 452]
classified-ad [884, 2158, 1085, 2361]
ad-body: 18 ವರ್ಷದ Mobile, Electrical, Electronics ಮತ್ತು Computer Hardware ರಿಪೇರಿ ಟ್ರೇನಿಂಗ್ ನೀಡಲಾಗುವುದು. SMM Institute, ವಿನೋಬಾ ರಸ್ತೆ, ಮೈಸೂರು [698, 497, 858, 572]
ad-phone: Call: 7829558893 [680, 1194, 876, 1249]
ad-phone: Ph: 9538003006, 0821-4525966 [702, 965, 855, 1006]
classified-ad [1091, 815, 1292, 1012]
classified-ad [884, 1991, 1085, 2153]
ad-body: ಕಂಪ್ಯೂಟರ್ Online ಹೆಲ್ತ್ ಮಾರ್ಕೆಟ್‌ನಲ್ಲಿ ಅನುಭವವುಳ್ಳ ಮಹಿಳೆಯರು ಬೇಕಾಗಿದ್ದಾರೆ, ಕೂಡಲೇ ಸಂಪರ್ಕಿಸಿ. [901, 2185, 1068, 2230]
ad-body: ಎಸ್.ಕೆ.ಆಯುರ್ ಗುರುಕುಲ, ಮೈಸೂರು. ಕ್ಯಾನ್ಸರ್, ಮಂಡಿನೋವು, ಸಕ್ಕರೆ ಕಾಯಿಲೆ ಮುಂತಾದ ಸಮಸ್ಯೆಗಳಿಗೆ ಚಿಕಿತ್ಸೆ. [891, 1044, 1079, 1089]
ad-phone: 9945667806 [500, 1222, 643, 1246]
ad-body: ದಕ್ಷಿಣಾಯ Double ಹಾಸಿಗೆ, 2 ದಿಂಬು ಸಹ ಒಂದು ಬೆಡ್‌ಶೀಟ್ ಮತ್ತು 2 ದಿಂಬಿನ ಕವರ್ ಮತ್ತು ಒಂದು ಸೊಳ್ಳೆಪರದೆ ಉಚಿತ. [684, 675, 873, 719]
headline-ayodhya: ಅಯೋಧ್ಯಾ ರಾಮಮಂದಿರಕ್ಕೆ ಶಿಲಾನ್ಯಾಸ [126, 1119, 396, 1145]
ad-title: ARAS MARKETING [705, 819, 852, 837]
classified-ad [1091, 1825, 1292, 1986]
ad-body: ಮಂಡಿನೋವು, ಸೊಂಟನೋವು, ಕುತ್ತಿಗೆ ನೋವು, ಸಂಧಿವಾತ ಸಮಸ್ಯೆಗಳಿಗೆ ಆಯುರ್ವೇದ ಔಷಧ. [896, 1284, 1073, 1313]
ad-body: -25°C ಅಳತೆ 18x20 ಅಳತೆಯ ಕೋಲ್ಡ್ ರೂಂ ಬಾಡಿಗೆಗೆ ದೊರೆಯುತ್ತದೆ [1306, 2017, 1489, 2091]
classified-ad [678, 470, 879, 642]
ad-phone: 6366066601 [473, 1954, 670, 1983]
ad-title: SHOP FOR RENT [887, 1446, 1083, 1468]
ad-phone: Mob: 9844028978 [1093, 1563, 1289, 1618]
ad-body: ವಾರದ ಸಂಬಳ NO TARGET, TYPING WORK ತಿಂಗಳಿಗೆ ರೂ.10,000 ರಿಂದ ರೂ.25,000 ಗಳಿಸಬಹುದು. [892, 497, 1077, 541]
classified-ad [678, 815, 879, 1012]
ad-body: ಟಿ.ನರಸೀಪುರದಿಂದ 5 ಕಿ.ಮೀ ವ್ಯಾಪ್ತಿಯಲ್ಲಿ ಕೆಂಪು ಮಣ್ಣು ಹೊಂದಿರುವ ಕೃಷಿ ಭೂಮಿ ಬೇಕಾಗಿದೆ. [1102, 1470, 1281, 1500]
ad-body: ನಿಮ್ಮ ಬ್ಯಾಂಕ್, ಫೈನಾನ್ಸ್‌ಗಳಲ್ಲಿ ಅಡವಿಟ್ಟ ಚಿನ್ನವನ್ನು ಬಿಡಿಸಿ ಹೆಚ್ಚಿನ ಬೆಲೆಗೆ ಖರೀದಿಸಲಾಗುವುದು. [1098, 497, 1284, 526]
ad-body: ನಿಮ್ಮ ಚಿನ್ನಾಭರಣಗಳನ್ನು ಗಿರವಿಯಿಂದ ಬಿಡಿಸಿ ನಿಮ್ಮ ಮನೆಯ ಬಾಗಿಲಿಗೆ ಬಂದು ಖರೀದಿಸಲಾಗುವುದು. ಶ್ರೀ ಅನ್ನಪೂರ್ಣೇಶ್ವರಿ ಗೋಲ್ಡ್ [1304, 675, 1492, 719]
ad-phone: 7795790081, 9686321242 [719, 1772, 837, 1813]
ad-phone: 9964567685 [1093, 1787, 1289, 1817]
classified-ad [1297, 470, 1498, 642]
